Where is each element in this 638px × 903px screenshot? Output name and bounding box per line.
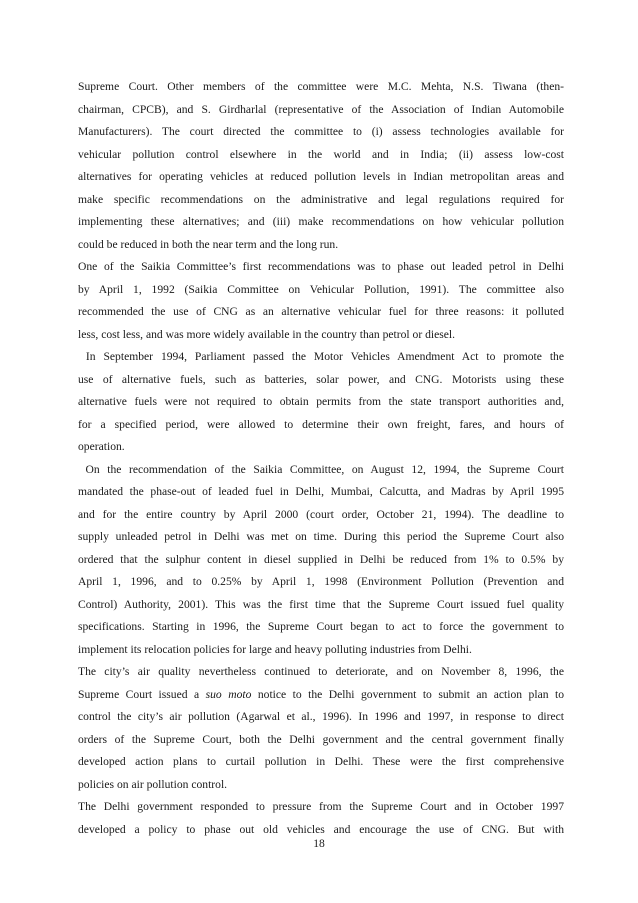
- text-line: developed a policy to phase out old vehicles and encourage the use of CNG. But with: [78, 822, 564, 836]
- text-line: implement its relocation policies for large and heavy polluting industries from Delhi.: [78, 642, 472, 656]
- text-line: On the recommendation of the Saikia Committee, on August 12, 1994, the Supreme Court: [78, 462, 564, 476]
- paragraph: [78, 459, 564, 662]
- paragraph: [78, 256, 564, 346]
- paragraph: [78, 76, 564, 256]
- text-line: for a specified period, were allowed to determine their own freight, fares, and hours of: [78, 417, 564, 431]
- text-line: alternatives for operating vehicles at reduced pollution levels in Indian metropolitan areas and: [78, 170, 564, 183]
- text-line: chairman, CPCB), and S. Girdharlal (representative of the Association of Indian Automobile: [78, 102, 564, 116]
- text-line: ordered that the sulphur content in diesel supplied in Delhi be reduced from 1% to 0.5% by: [78, 552, 564, 566]
- text-line: control the city’s air pollution (Agarwal et al., 1996). In 1996 and 1997, in response to direct: [78, 710, 564, 723]
- text-line: less, cost less, and was more widely available in the country than petrol or diesel.: [78, 327, 456, 341]
- text-line: Manufacturers). The court directed the committee to (i) assess technologies available for: [78, 125, 564, 138]
- page-number: 18: [313, 837, 325, 850]
- text-line: could be reduced in both the near term and the long run.: [78, 237, 339, 251]
- text-line: The city’s air quality nevertheless continued to deteriorate, and on November 8, 1996, the: [78, 665, 564, 678]
- text-line: by April 1, 1992 (Saikia Committee on Vehicular Pollution, 1991). The committee also: [78, 282, 564, 296]
- paragraph: [78, 661, 564, 796]
- text-line: specifications. Starting in 1996, the Supreme Court began to act to force the government to: [78, 620, 564, 633]
- text-line: One of the Saikia Committee’s first recommendations was to phase out leaded petrol in Delhi: [78, 260, 564, 273]
- paragraph: [78, 346, 564, 459]
- text-line: April 1, 1996, and to 0.25% by April 1, 1998 (Environment Pollution (Prevention and: [78, 575, 564, 588]
- text-line: In September 1994, Parliament passed the Motor Vehicles Amendment Act to promote the: [78, 350, 564, 363]
- text-segment: Supreme Court issued a: [78, 687, 206, 701]
- text-line: supply unleaded petrol in Delhi was met on time. During this period the Supreme Court also: [78, 530, 564, 543]
- text-line: recommended the use of CNG as an alternative vehicular fuel for three reasons: it polluted: [78, 305, 564, 318]
- text-line: [78, 684, 564, 707]
- document-body: [78, 76, 564, 841]
- text-line: policies on air pollution control.: [78, 777, 228, 791]
- text-line: operation.: [78, 440, 125, 453]
- text-line: use of alternative fuels, such as batteries, solar power, and CNG. Motorists using these: [78, 372, 564, 386]
- text-segment: notice to the Delhi government to submit an action plan to: [251, 687, 564, 701]
- text-line: and for the entire country by April 2000 (court order, October 21, 1994). The deadline to: [78, 507, 564, 521]
- text-line: mandated the phase-out of leaded fuel in Delhi, Mumbai, Calcutta, and Madras by April 1995: [78, 485, 564, 498]
- text-line: make specific recommendations on the administrative and legal regulations required for: [78, 192, 564, 206]
- italic-term: suo moto: [205, 687, 252, 701]
- text-line: The Delhi government responded to pressure from the Supreme Court and in October 1997: [78, 800, 564, 813]
- text-line: Control) Authority, 2001). This was the first time that the Supreme Court issued fuel quality: [78, 597, 564, 611]
- text-line: developed action plans to curtail pollution in Delhi. These were the first comprehensive: [78, 755, 564, 768]
- paragraph: [78, 796, 564, 841]
- text-line: Supreme Court. Other members of the committee were M.C. Mehta, N.S. Tiwana (then-: [78, 80, 564, 93]
- text-line: vehicular pollution control elsewhere in the world and in India; (ii) assess low-cost: [78, 147, 564, 161]
- text-line: alternative fuels were not required to obtain permits from the state transport authorities and,: [78, 395, 564, 408]
- text-line: implementing these alternatives; and (iii) make recommendations on how vehicular pollution: [78, 215, 564, 228]
- text-line: orders of the Supreme Court, both the Delhi government and the central government finally: [78, 732, 564, 746]
